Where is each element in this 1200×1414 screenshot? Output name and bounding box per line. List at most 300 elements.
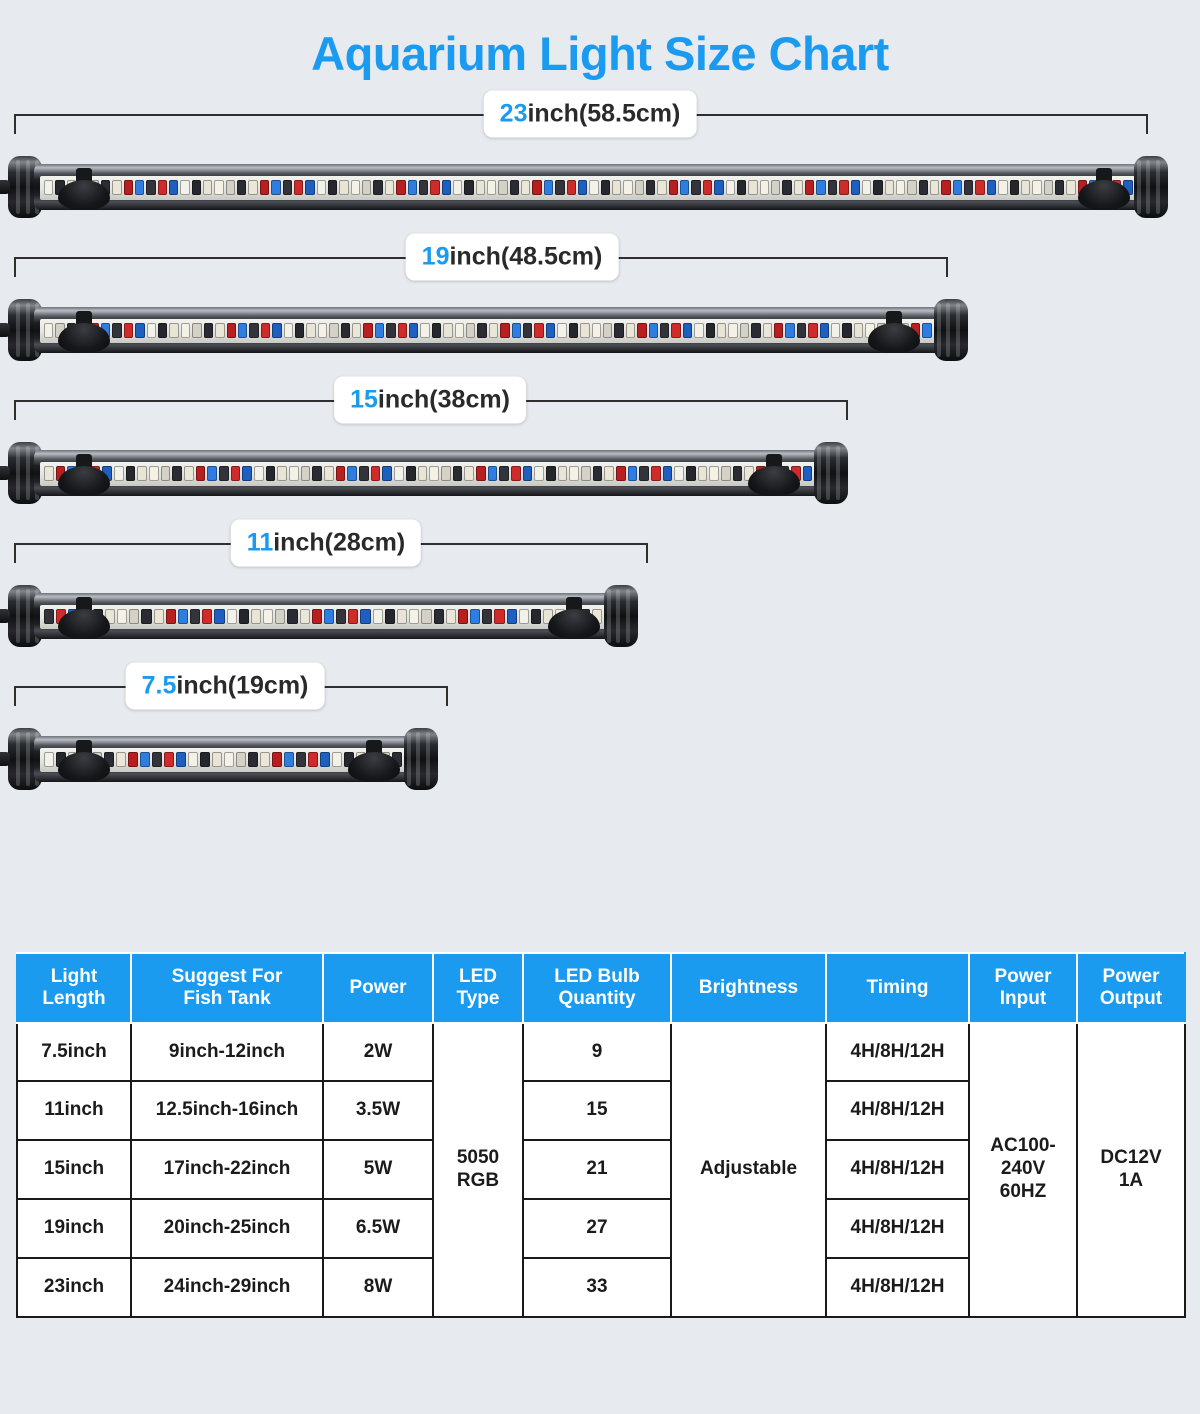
led-chip [204, 323, 213, 338]
led-chip [1044, 180, 1053, 195]
tube-15inch [34, 450, 822, 496]
dimension-unit-11inch: inch(28cm) [273, 528, 406, 557]
led-chip [455, 323, 464, 338]
dimension-label-23inch [484, 90, 697, 137]
led-chip [1055, 180, 1064, 195]
lamp-row-15inch [0, 385, 860, 542]
suction-cup-right-19inch [868, 311, 920, 355]
led-chip [519, 609, 529, 624]
cable-nipple-15inch [0, 466, 10, 480]
led-chip [114, 466, 124, 481]
led-strip-11inch [40, 605, 606, 629]
led-chip [192, 180, 201, 195]
cell-led-bulbs: 9 [523, 1023, 671, 1082]
led-chip [312, 466, 322, 481]
cell-light-length: 23inch [17, 1258, 131, 1317]
led-chip [694, 323, 703, 338]
led-chip [294, 180, 303, 195]
suction-cup-left-19inch [58, 311, 110, 355]
led-chip [260, 752, 270, 767]
led-chip [464, 180, 473, 195]
tube-19inch [34, 307, 942, 353]
led-chip [141, 609, 151, 624]
led-chip [124, 323, 133, 338]
suction-cup-right-11inch [548, 597, 600, 641]
led-chip [305, 180, 314, 195]
led-chip [44, 180, 53, 195]
led-chip [301, 466, 311, 481]
led-chip [212, 752, 222, 767]
led-chip [406, 466, 416, 481]
led-chip [794, 180, 803, 195]
led-chip [660, 323, 669, 338]
led-chip [717, 323, 726, 338]
dimension-tick-left-15inch [14, 400, 16, 420]
cell-power: 5W [323, 1140, 433, 1199]
led-chip [709, 466, 719, 481]
led-chip [601, 180, 610, 195]
led-chip [558, 466, 568, 481]
light-bar-23inch [8, 156, 1168, 218]
led-chip [239, 609, 249, 624]
led-chip [589, 180, 598, 195]
tube-11inch [34, 593, 612, 639]
lamp-row-7.5inch [0, 671, 450, 828]
led-chip [494, 609, 504, 624]
col-header-light-length: Light Length [17, 953, 131, 1023]
led-chip [1021, 180, 1030, 195]
page-title: Aquarium Light Size Chart [311, 27, 889, 80]
led-chip [135, 323, 144, 338]
cell-light-length: 7.5inch [17, 1023, 131, 1082]
led-chip [680, 180, 689, 195]
led-chip [854, 323, 863, 338]
led-chip [728, 323, 737, 338]
led-chip [851, 180, 860, 195]
led-chip [320, 752, 330, 767]
led-chip [446, 609, 456, 624]
led-chip [534, 466, 544, 481]
led-chip [581, 466, 591, 481]
led-chip [242, 466, 252, 481]
led-chip [336, 609, 346, 624]
cell-led-type: 5050 RGB [433, 1023, 523, 1317]
led-chip [476, 466, 486, 481]
led-chip [166, 609, 176, 624]
led-chip [421, 609, 431, 624]
led-chip [651, 466, 661, 481]
dimension-number-19inch: 19 [421, 242, 450, 271]
led-chip [231, 466, 241, 481]
led-chip [117, 609, 127, 624]
led-chip [885, 180, 894, 195]
led-chip [359, 466, 369, 481]
cable-nipple-11inch [0, 609, 10, 623]
led-chip [987, 180, 996, 195]
led-chip [296, 752, 306, 767]
led-chip [180, 180, 189, 195]
led-chip [593, 466, 603, 481]
led-chip [188, 752, 198, 767]
led-chip [498, 180, 507, 195]
led-chip [614, 323, 623, 338]
led-chip [112, 180, 121, 195]
led-chip [820, 323, 829, 338]
led-chip [510, 180, 519, 195]
suction-cup-left-11inch [58, 597, 110, 641]
led-chip [432, 323, 441, 338]
led-chip [196, 466, 206, 481]
led-chip [336, 466, 346, 481]
dimension-tick-right-7.5inch [446, 686, 448, 706]
cell-power: 8W [323, 1258, 433, 1317]
cell-led-bulbs: 15 [523, 1081, 671, 1140]
led-chip [200, 752, 210, 767]
dimension-unit-7.5inch: inch(19cm) [176, 671, 309, 700]
led-chip [172, 466, 182, 481]
led-chip [703, 180, 712, 195]
led-chip [202, 609, 212, 624]
led-chip [363, 323, 372, 338]
led-chip [964, 180, 973, 195]
dimension-number-15inch: 15 [350, 385, 378, 414]
dimension-tick-left-11inch [14, 543, 16, 563]
led-strip-15inch [40, 462, 816, 486]
led-chip [203, 180, 212, 195]
led-chip [254, 466, 264, 481]
led-chip [691, 180, 700, 195]
led-chip [300, 609, 310, 624]
led-chip [214, 609, 224, 624]
led-chip [352, 323, 361, 338]
led-chip [507, 609, 517, 624]
led-chip [998, 180, 1007, 195]
led-chip [371, 466, 381, 481]
led-chip [275, 609, 285, 624]
col-header-suggest-fish-tank: Suggest For Fish Tank [131, 953, 323, 1023]
led-chip [373, 609, 383, 624]
led-chip [178, 609, 188, 624]
led-chip [283, 180, 292, 195]
suction-cup-right-23inch [1078, 168, 1130, 212]
led-chip [261, 323, 270, 338]
suction-cup-left-23inch [58, 168, 110, 212]
led-chip [409, 323, 418, 338]
dimension-tick-right-15inch [846, 400, 848, 420]
spec-table [16, 952, 1186, 1318]
led-chip [249, 323, 258, 338]
led-chip [637, 323, 646, 338]
led-chip [1010, 180, 1019, 195]
led-chip [147, 323, 156, 338]
led-chip [112, 323, 121, 338]
table-row [17, 1023, 1185, 1082]
cell-fish-tank: 9inch-12inch [131, 1023, 323, 1082]
led-chip [289, 466, 299, 481]
led-chip [628, 466, 638, 481]
light-bar-15inch [8, 442, 848, 504]
led-chip [263, 609, 273, 624]
led-chip [373, 180, 382, 195]
led-chip [284, 323, 293, 338]
led-chip [816, 180, 825, 195]
led-chip [499, 466, 509, 481]
led-chip [797, 323, 806, 338]
spec-table-container [16, 952, 1184, 1318]
led-chip [332, 752, 342, 767]
col-header-brightness: Brightness [671, 953, 826, 1023]
cell-led-bulbs: 33 [523, 1258, 671, 1317]
led-chip [152, 752, 162, 767]
led-chip [248, 752, 258, 767]
led-chip [782, 180, 791, 195]
led-chip [375, 323, 384, 338]
led-chip [137, 466, 147, 481]
dimension-unit-15inch: inch(38cm) [377, 385, 510, 414]
led-chip [646, 180, 655, 195]
led-chip [154, 609, 164, 624]
cell-light-length: 15inch [17, 1140, 131, 1199]
dimension-label-19inch [406, 233, 619, 280]
cable-nipple-7.5inch [0, 752, 10, 766]
led-chip [317, 180, 326, 195]
led-chip [224, 752, 234, 767]
led-chip [219, 466, 229, 481]
led-chip [569, 323, 578, 338]
led-chip [674, 466, 684, 481]
led-chip [394, 466, 404, 481]
led-chip [169, 180, 178, 195]
cell-fish-tank: 24inch-29inch [131, 1258, 323, 1317]
led-chip [487, 180, 496, 195]
led-chip [408, 180, 417, 195]
led-chip [430, 180, 439, 195]
led-chip [295, 323, 304, 338]
led-chip [149, 466, 159, 481]
led-chip [639, 466, 649, 481]
led-chip [135, 180, 144, 195]
led-chip [176, 752, 186, 767]
led-chip [828, 180, 837, 195]
led-chip [941, 180, 950, 195]
led-chip [190, 609, 200, 624]
col-header-led-type: LED Type [433, 953, 523, 1023]
led-chip [1032, 180, 1041, 195]
led-chip [626, 323, 635, 338]
led-chip [922, 323, 931, 338]
cell-timing: 4H/8H/12H [826, 1081, 969, 1140]
led-chip [181, 323, 190, 338]
led-chip [567, 180, 576, 195]
led-chip [616, 466, 626, 481]
cell-light-length: 19inch [17, 1199, 131, 1258]
led-chip [774, 323, 783, 338]
led-chip [862, 180, 871, 195]
led-chip [930, 180, 939, 195]
led-chip [146, 180, 155, 195]
led-chip [385, 609, 395, 624]
led-chip [238, 323, 247, 338]
led-chip [839, 180, 848, 195]
led-chip [116, 752, 126, 767]
cell-power-output: DC12V 1A [1077, 1023, 1185, 1317]
led-chip [477, 323, 486, 338]
table-header-row [17, 953, 1185, 1023]
led-chip [161, 466, 171, 481]
col-header-power-input: Power Input [969, 953, 1077, 1023]
led-chip [803, 466, 813, 481]
led-chip [184, 466, 194, 481]
dimension-number-7.5inch: 7.5 [141, 671, 177, 700]
led-chip [737, 180, 746, 195]
led-chip [453, 466, 463, 481]
led-chip [164, 752, 174, 767]
cell-brightness: Adjustable [671, 1023, 826, 1317]
led-chip [237, 180, 246, 195]
led-chip [592, 323, 601, 338]
led-chip [324, 609, 334, 624]
led-chip [805, 180, 814, 195]
dimension-label-15inch [334, 376, 526, 423]
led-chip [604, 466, 614, 481]
dimension-tick-left-23inch [14, 114, 16, 134]
led-chip [272, 752, 282, 767]
led-chip [351, 180, 360, 195]
led-chip [531, 609, 541, 624]
dimension-tick-left-7.5inch [14, 686, 16, 706]
led-chip [251, 609, 261, 624]
led-chip [158, 323, 167, 338]
led-chip [698, 466, 708, 481]
dimension-label-7.5inch [126, 662, 325, 709]
col-header-led-bulb-quantity: LED Bulb Quantity [523, 953, 671, 1023]
led-chip [396, 180, 405, 195]
led-chip [464, 466, 474, 481]
led-chip [339, 180, 348, 195]
led-chip [740, 323, 749, 338]
led-chip [348, 609, 358, 624]
led-chip [397, 609, 407, 624]
led-chip [544, 180, 553, 195]
lamp-illustrations [0, 99, 1200, 866]
led-strip-19inch [40, 319, 936, 343]
led-chip [271, 180, 280, 195]
led-chip [129, 609, 139, 624]
cell-led-bulbs: 27 [523, 1199, 671, 1258]
led-chip [347, 466, 357, 481]
suction-cup-left-15inch [58, 454, 110, 498]
cell-timing: 4H/8H/12H [826, 1023, 969, 1082]
led-chip [306, 323, 315, 338]
col-header-power-output: Power Output [1077, 953, 1185, 1023]
col-header-power: Power [323, 953, 433, 1023]
led-chip [324, 466, 334, 481]
led-chip [128, 752, 138, 767]
led-chip [1066, 180, 1075, 195]
cable-nipple-23inch [0, 180, 10, 194]
led-chip [532, 180, 541, 195]
led-strip-23inch [40, 176, 1136, 200]
led-chip [341, 323, 350, 338]
led-chip [360, 609, 370, 624]
led-chip [669, 180, 678, 195]
led-chip [612, 180, 621, 195]
led-chip [748, 180, 757, 195]
led-chip [683, 323, 692, 338]
dimension-number-23inch: 23 [499, 99, 528, 128]
suction-cup-right-7.5inch [348, 740, 400, 784]
led-chip [312, 609, 322, 624]
led-chip [215, 323, 224, 338]
dimension-number-11inch: 11 [246, 528, 274, 557]
led-chip [169, 323, 178, 338]
dimension-tick-left-19inch [14, 257, 16, 277]
led-chip [546, 466, 556, 481]
led-chip [308, 752, 318, 767]
led-chip [277, 466, 287, 481]
led-chip [362, 180, 371, 195]
led-chip [124, 180, 133, 195]
led-chip [328, 180, 337, 195]
led-chip [706, 323, 715, 338]
led-chip [557, 323, 566, 338]
col-header-timing: Timing [826, 953, 969, 1023]
led-chip [266, 466, 276, 481]
led-chip [842, 323, 851, 338]
led-chip [329, 323, 338, 338]
suction-cup-right-15inch [748, 454, 800, 498]
endcap-right-19inch [934, 299, 968, 361]
cell-timing: 4H/8H/12H [826, 1140, 969, 1199]
led-chip [476, 180, 485, 195]
led-chip [158, 180, 167, 195]
led-chip [751, 323, 760, 338]
cell-fish-tank: 17inch-22inch [131, 1140, 323, 1199]
led-chip [771, 180, 780, 195]
led-chip [873, 180, 882, 195]
led-chip [284, 752, 294, 767]
led-chip [227, 609, 237, 624]
tube-23inch [34, 164, 1142, 210]
led-chip [226, 180, 235, 195]
led-chip [721, 466, 731, 481]
endcap-right-11inch [604, 585, 638, 647]
led-chip [657, 180, 666, 195]
led-chip [521, 180, 530, 195]
led-chip [318, 323, 327, 338]
cell-power-input: AC100- 240V 60HZ [969, 1023, 1077, 1317]
led-chip [126, 466, 136, 481]
cell-fish-tank: 20inch-25inch [131, 1199, 323, 1258]
cell-led-bulbs: 21 [523, 1140, 671, 1199]
led-chip [236, 752, 246, 767]
led-chip [458, 609, 468, 624]
led-chip [686, 466, 696, 481]
led-chip [714, 180, 723, 195]
led-chip [489, 323, 498, 338]
led-chip [44, 466, 54, 481]
led-chip [453, 180, 462, 195]
light-bar-19inch [8, 299, 968, 361]
dimension-tick-right-23inch [1146, 114, 1148, 134]
led-chip [248, 180, 257, 195]
led-chip [214, 180, 223, 195]
led-chip [385, 180, 394, 195]
dimension-unit-23inch: inch(58.5cm) [527, 99, 681, 128]
led-chip [434, 609, 444, 624]
led-chip [272, 323, 281, 338]
led-chip [975, 180, 984, 195]
